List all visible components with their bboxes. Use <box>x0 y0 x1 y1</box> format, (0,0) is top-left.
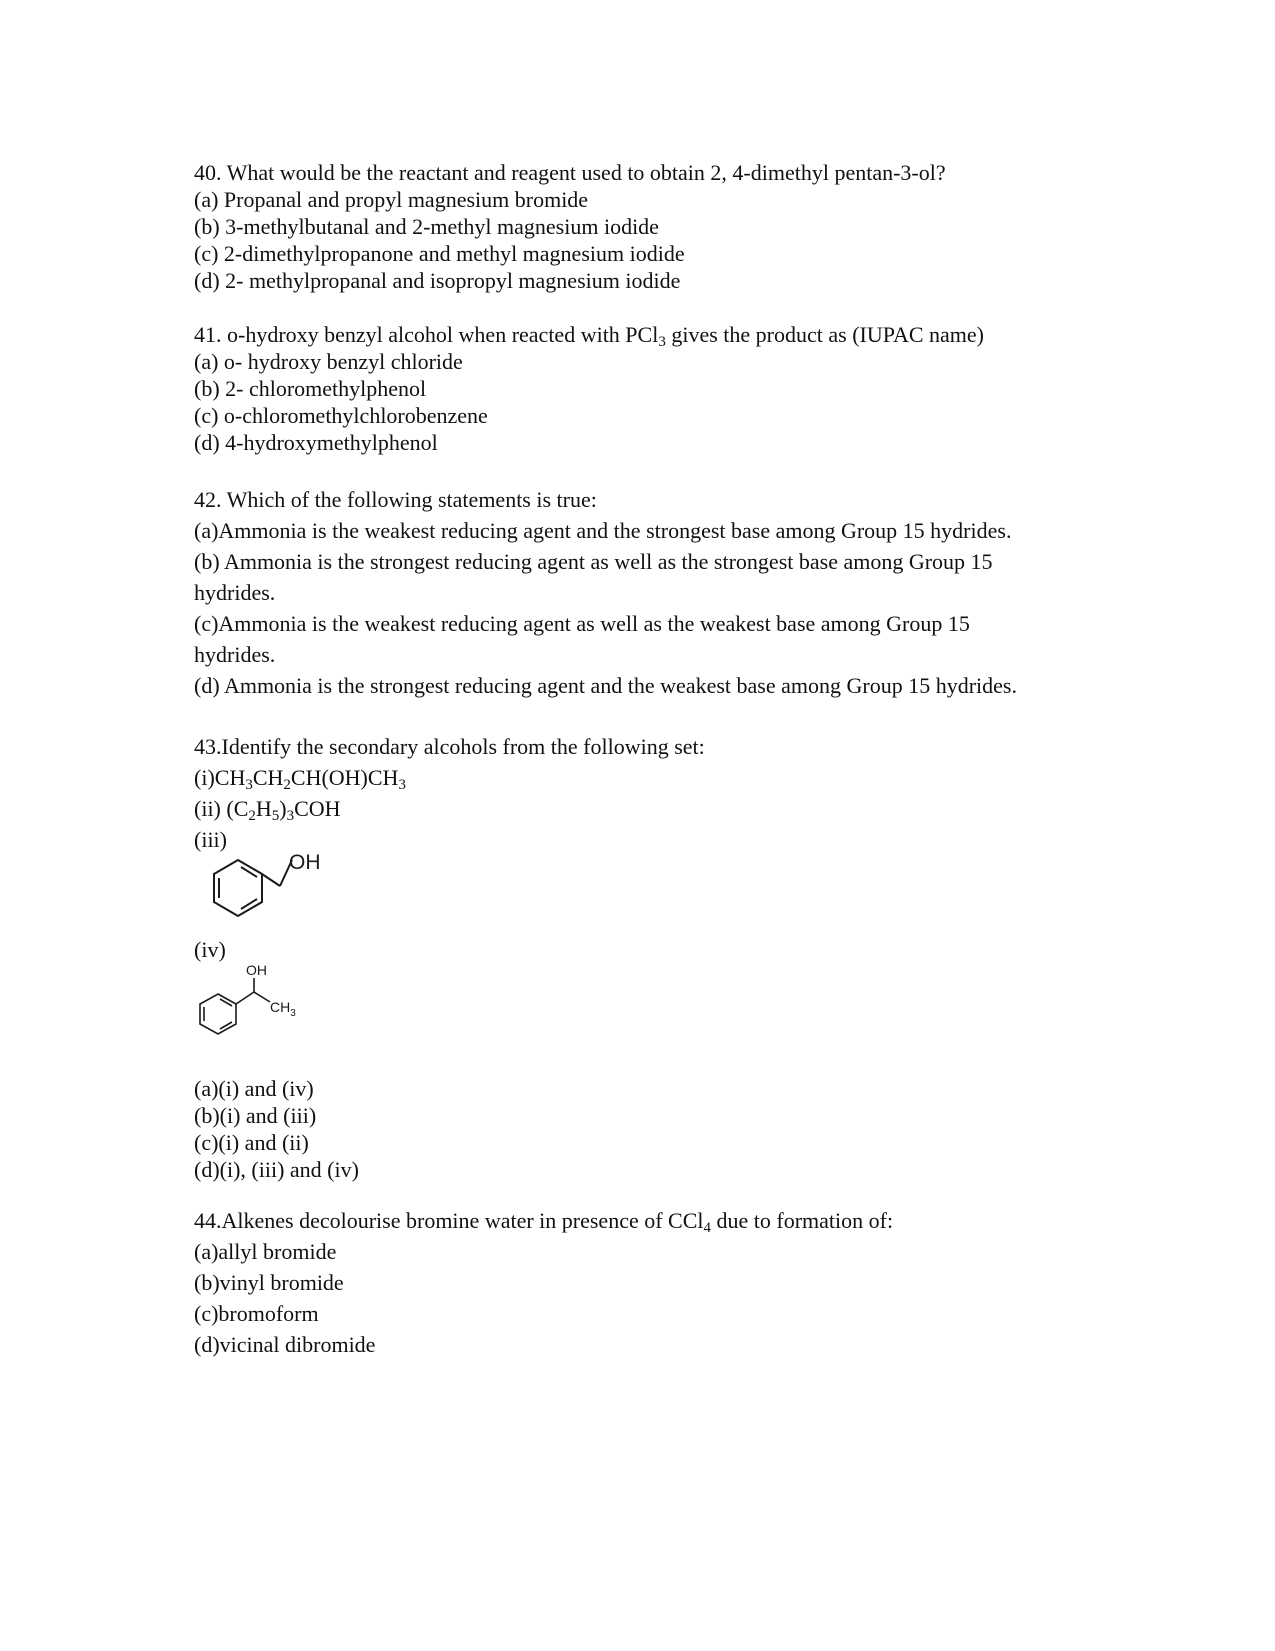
question-43-item-ii-formula <box>226 796 341 824</box>
question-44-stem-pre: 44.Alkenes decolourise bromine water in presence of CCl <box>194 1208 704 1233</box>
question-44-option-b: (b)vinyl bromide <box>194 1270 344 1295</box>
question-44 <box>194 1205 1094 1360</box>
question-43-item-ii-label: (ii) <box>194 796 227 821</box>
question-40-option-b: (b) 3-methylbutanal and 2-methyl magnesium iodide <box>194 214 659 239</box>
question-43-option-b: (b)(i) and (iii) <box>194 1103 317 1128</box>
question-43-stem: 43.Identify the secondary alcohols from the following set: <box>194 734 705 759</box>
benzyl-alcohol-structure-svg <box>196 850 326 930</box>
formula-text: CH <box>214 765 246 790</box>
formula-subscript: 3 <box>398 777 406 793</box>
question-42-option-c: (c)Ammonia is the weakest reducing agent as well as the weakest base among Group 15 hydrides. <box>194 611 970 667</box>
formula-text: (C <box>226 796 249 821</box>
question-43-option-a: (a)(i) and (iv) <box>194 1076 314 1101</box>
question-42-stem: 42. Which of the following statements is true: <box>194 487 597 512</box>
1-phenylethanol-structure-icon <box>196 962 326 1042</box>
formula-text: COH <box>294 796 341 821</box>
formula-subscript: 3 <box>286 808 295 824</box>
formula-text: CH(OH)CH <box>290 765 399 790</box>
question-41-option-a: (a) o- hydroxy benzyl chloride <box>194 349 463 374</box>
question-43-item-iv-label: (iv) <box>194 937 226 962</box>
question-44-stem-subscript: 4 <box>703 1220 712 1236</box>
question-40-option-c: (c) 2-dimethylpropanone and methyl magnesium iodide <box>194 241 685 266</box>
question-43-item-ii <box>194 793 1094 824</box>
question-43 <box>194 731 1094 855</box>
question-41-stem-pre: 41. o-hydroxy benzyl alcohol when reacted with PCl <box>194 322 659 347</box>
question-44-stem <box>194 1205 1094 1236</box>
formula-subscript: 2 <box>283 777 291 793</box>
question-44-option-c: (c)bromoform <box>194 1301 319 1326</box>
question-42 <box>194 484 1094 701</box>
question-40-stem: 40. What would be the reactant and reagent used to obtain 2, 4-dimethyl pentan-3-ol? <box>194 160 946 185</box>
question-40 <box>194 159 1094 294</box>
1-phenylethanol-structure-svg <box>196 962 326 1042</box>
1-phenylethanol-oh-label: OH <box>246 962 267 978</box>
question-43-item-i <box>194 762 1094 793</box>
formula-subscript: 3 <box>245 777 253 793</box>
question-41 <box>194 321 1094 456</box>
question-43-options <box>194 1075 1094 1183</box>
formula-subscript: 2 <box>248 808 256 824</box>
question-41-stem-post: gives the product as (IUPAC name) <box>665 322 984 347</box>
question-43-item-iii-label: (iii) <box>194 827 227 852</box>
question-44-stem-post: due to formation of: <box>711 1208 894 1233</box>
question-40-option-d: (d) 2- methylpropanal and isopropyl magnesium iodide <box>194 268 681 293</box>
formula-text: ) <box>279 796 287 821</box>
question-43-item-i-formula <box>214 765 406 793</box>
question-43-option-d: (d)(i), (iii) and (iv) <box>194 1157 359 1182</box>
formula-text: CH <box>252 765 284 790</box>
question-44-option-d: (d)vicinal dibromide <box>194 1332 376 1357</box>
1-phenylethanol-ch3-sub: 3 <box>290 1008 296 1019</box>
1-phenylethanol-ch3-main: CH <box>270 999 291 1015</box>
question-41-option-b: (b) 2- chloromethylphenol <box>194 376 427 401</box>
question-42-option-a: (a)Ammonia is the weakest reducing agent and the strongest base among Group 15 hydrides. <box>194 518 1012 543</box>
formula-text: H <box>255 796 272 821</box>
question-41-option-d: (d) 4-hydroxymethylphenol <box>194 430 438 455</box>
question-43-item-i-label: (i) <box>194 765 215 790</box>
question-41-stem <box>194 321 1094 348</box>
question-43-item-iv-block <box>194 934 1094 965</box>
question-41-stem-subscript: 3 <box>658 334 666 350</box>
question-44-option-a: (a)allyl bromide <box>194 1239 337 1264</box>
benzyl-alcohol-structure-icon <box>196 850 326 930</box>
question-40-option-a: (a) Propanal and propyl magnesium bromide <box>194 187 589 212</box>
1-phenylethanol-ch3-label <box>270 999 296 1019</box>
question-42-option-d: (d) Ammonia is the strongest reducing agent and the weakest base among Group 15 hydrides. <box>194 673 1017 698</box>
benzyl-alcohol-oh-label: OH <box>289 851 321 874</box>
formula-subscript: 5 <box>271 808 280 824</box>
question-41-option-c: (c) o-chloromethylchlorobenzene <box>194 403 488 428</box>
question-43-option-c: (c)(i) and (ii) <box>194 1130 309 1155</box>
question-42-option-b: (b) Ammonia is the strongest reducing agent as well as the strongest base among Group 15 hydrides. <box>194 549 993 605</box>
